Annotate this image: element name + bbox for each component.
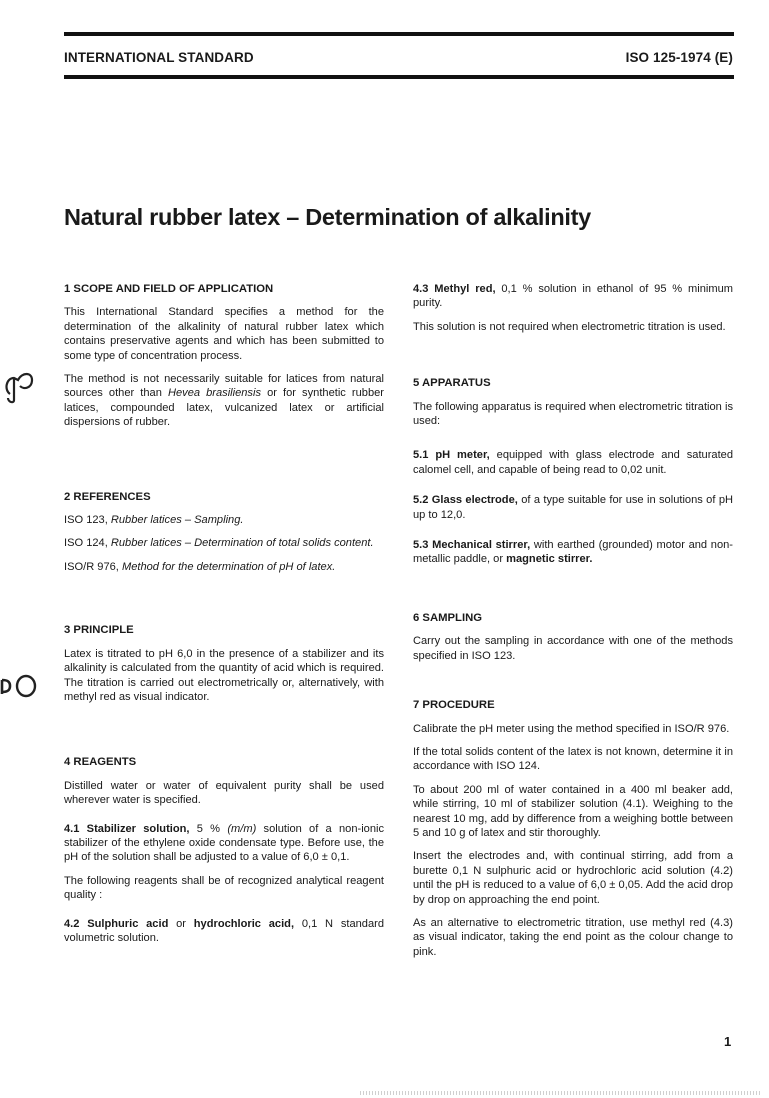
right-column <box>413 282 733 959</box>
paragraph: The following apparatus is required when electrometric titration is used: <box>413 400 733 428</box>
paragraph: The method is not necessarily suitable for latices from natural sources other than Hevea brasiliensis or for synthetic rubber latices, compounded latex, vulcanized latex or artificial dispersions of rubber. <box>64 373 384 429</box>
paragraph: 5.3 Mechanical stirrer, with earthed (grounded) motor and non-metallic paddle, or magnetic stirrer. <box>413 539 733 566</box>
section-heading: 3 PRINCIPLE <box>64 624 134 637</box>
margin-mark-icon <box>2 366 36 406</box>
header-standard-label: INTERNATIONAL STANDARD <box>64 50 254 65</box>
paragraph: 4.1 Stabilizer solution, 5 % (m/m) solution of a non-ionic stabilizer of the ethylene oxide condensate type. Before use, the pH of the solution shall be adjusted to a value of 6,0 ± 0,1. <box>64 822 385 864</box>
header-rule <box>64 75 734 79</box>
section-heading: 6 SAMPLING <box>413 611 483 624</box>
section-heading: 5 APPARATUS <box>413 377 491 390</box>
page-number: 1 <box>724 1034 732 1049</box>
paragraph: Insert the electrodes and, with continual stirring, add from a burette 0,1 N sulphuric acid or hydrochloric acid solution (4.2) until the pH is reduced to a value of 6,0 ± 0,05. Add the acid drop by drop on approaching the end point. <box>413 850 733 906</box>
reference-item: ISO 124, Rubber latices – Determination of total solids content. <box>64 537 374 550</box>
reference-item: ISO/R 976, Method for the determination of pH of latex. <box>64 560 336 573</box>
header-standard-number: ISO 125-1974 (E) <box>625 50 733 65</box>
margin-mark-icon <box>0 672 40 702</box>
paragraph: Distilled water or water of equivalent purity shall be used wherever water is specified. <box>64 779 384 807</box>
paragraph: Latex is titrated to pH 6,0 in the presence of a stabilizer and its alkalinity is calculated from the quantity of acid which is required. The titration is carried out electrometrically or, alternatively, with methyl red as visual indicator. <box>64 647 384 703</box>
paragraph: 4.2 Sulphuric acid or hydrochloric acid, 0,1 N standard volumetric solution. <box>64 917 384 944</box>
paragraph: If the total solids content of the latex is not known, determine it in accordance with ISO 124. <box>413 745 733 773</box>
section-heading: 7 PROCEDURE <box>413 699 495 712</box>
page-title: Natural rubber latex – Determination of alkalinity <box>64 204 591 230</box>
section-heading: 2 REFERENCES <box>64 490 151 503</box>
left-column <box>64 282 384 945</box>
paragraph: This International Standard specifies a method for the determination of the alkalinity of natural rubber latex which contains preservative agents and which has been submitted to some type of concentration process. <box>64 306 384 362</box>
paragraph: Carry out the sampling in accordance with one of the methods specified in ISO 123. <box>413 635 733 662</box>
paragraph: 5.1 pH meter, equipped with glass electrode and saturated calomel cell, and capable of being read to 0,02 unit. <box>413 449 733 476</box>
scan-artifact <box>360 1091 760 1095</box>
paragraph: 4.3 Methyl red, 0,1 % solution in ethanol of 95 % minimum purity. <box>413 283 733 310</box>
section-heading: 1 SCOPE AND FIELD OF APPLICATION <box>64 283 274 295</box>
paragraph: The following reagents shall be of recognized analytical reagent quality : <box>64 874 384 902</box>
paragraph: Calibrate the pH meter using the method specified in ISO/R 976. <box>413 722 730 735</box>
section-heading: 4 REAGENTS <box>64 756 137 769</box>
paragraph: As an alternative to electrometric titration, use methyl red (4.3) as visual indicator, taking the end point as the colour change to pink. <box>413 916 733 958</box>
paragraph: 5.2 Glass electrode, of a type suitable for use in solutions of pH up to 12,0. <box>413 494 733 521</box>
paragraph: To about 200 ml of water contained in a 400 ml beaker add, while stirring, 10 ml of stabilizer solution (4.1). Weighing to the nearest 10 mg, add by difference from a weighing bottle between 5 and 10 g of latex and stir thoroughly. <box>413 783 733 839</box>
reference-item: ISO 123, Rubber latices – Sampling. <box>64 514 244 527</box>
paragraph: This solution is not required when electrometric titration is used. <box>413 320 726 333</box>
top-rule <box>64 32 734 36</box>
